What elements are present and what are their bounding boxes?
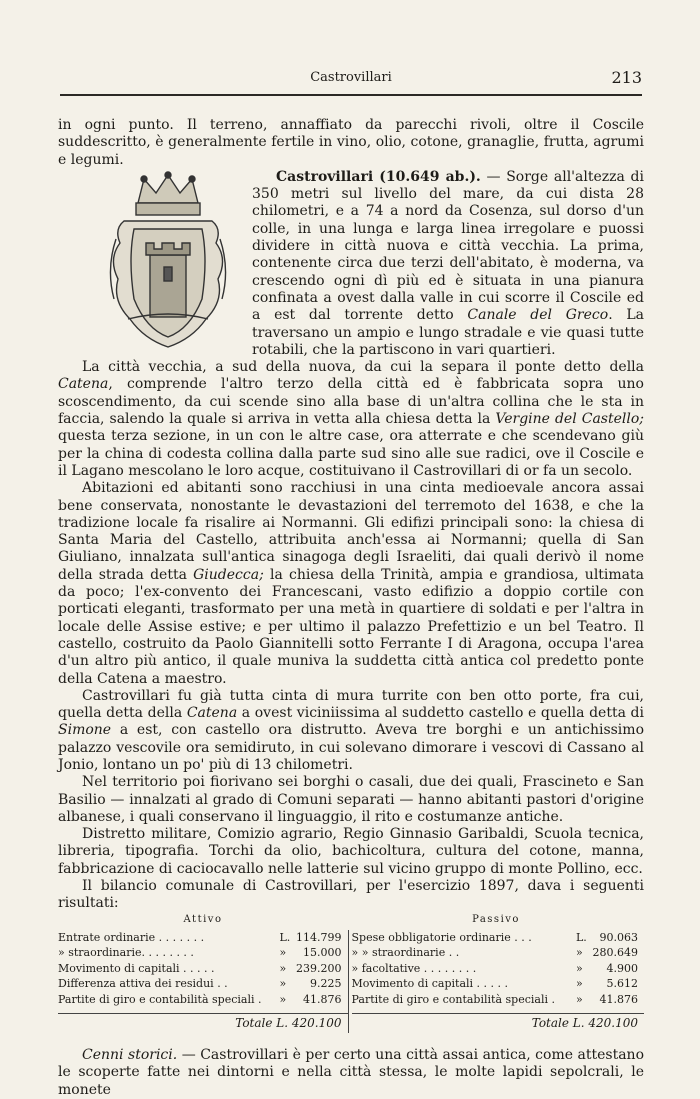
paragraph-cenni-storici: Cenni storici. — Castrovillari è per certo una città assai antica, come attestano le scoperte fatte nei dintorni e nella città stessa, le molte lapidi sepolcrali, le monete (58, 1047, 645, 1098)
running-header (60, 68, 642, 90)
table-row: Partite di giro e contabilità speciali . » 41.876 (351, 992, 638, 1006)
page-number: 213 (611, 68, 642, 87)
body-text (58, 117, 644, 1099)
totale-attivo: Totale L. 420.100 (58, 1013, 348, 1033)
coat-of-arms-icon (94, 169, 242, 353)
header-title: Castrovillari (310, 70, 392, 85)
totale-passivo: Totale L. 420.100 (352, 1013, 645, 1033)
paragraph-castrovillari: Castrovillari (10.649 ab.). — Sorge all'altezza di 350 metri sul livello del mare, da cui dista 28 chilometri, e a 74 a nord da Cosenza, sul dorso d'un colle, in una lunga e larga linea irregolare e puossi dividere in città nuova e città vecchia. La prima, contenente circa due terzi dell'abitato, è moderna, va crescendo ogni dì più ed è situata in una pianura confinata a ovest dalla valle in cui scorre il Coscile ed a est dal torrente detto Canale del Greco. La traversano un ampio e lungo stradale e vie quasi tutte rotabili, che la partiscono in vari quartieri. (252, 168, 644, 358)
paragraph-mura: Castrovillari fu già tutta cinta di mura turrite con ben otto porte, fra cui, quella detta della Catena a ovest viciniissima al suddetto castello e quella detta di Simone a est, con castello ora distrutto. Aveva tre borghi e un antichissimo palazzo vescovile ora semidiruto, in cui solevano dimorare i vescovi di Cassano al Jonio, lontano un po' più di 13 chilometri. (58, 687, 645, 773)
table-row: » straordinarie. . . . . . . . » 15.000 (58, 946, 342, 960)
header-rule (60, 94, 642, 96)
table-row: Partite di giro e contabilità speciali . » 41.876 (58, 992, 342, 1006)
attivo-heading: Attivo (183, 913, 223, 925)
balance-table (58, 913, 644, 1034)
table-row: Spese obbligatorie ordinarie . . . L. 90.063 (351, 930, 638, 944)
entry-heading: Castrovillari (10.649 ab.). (276, 168, 481, 185)
passivo-heading: Passivo (472, 913, 520, 925)
paragraph-citta-vecchia: La città vecchia, a sud della nuova, da cui la separa il ponte detto della Catena, comprende l'altro terzo della città ed è fabbricata sopra uno scoscendimento, da cui scende sino alla base di un'altra collina che le sta in faccia, salendo la quale si arriva in vetta alla chiesa detta la Vergine del Castello; questa terza sezione, in un con le altre case, ora atterrate e che scendevano giù per la china di codesta collina dalla parte sud sino alle sue radici, ove il Coscile e il Lagano mescolano le loro acque, costituivano il Castrovillari di or fa un secolo. (58, 359, 644, 479)
table-row: Movimento di capitali . . . . . » 5.612 (351, 977, 638, 991)
table-row: Entrate ordinarie . . . . . . . L. 114.799 (58, 930, 342, 944)
table-row: Movimento di capitali . . . . . » 239.200 (58, 961, 342, 975)
table-row: » facoltative . . . . . . . . » 4.900 (351, 961, 638, 975)
attivo-column (58, 930, 348, 1034)
paragraph-abitazioni: Abitazioni ed abitanti sono racchiusi in una cinta medioevale ancora assai bene conservata, nonostante le devastazioni del terremoto del 1638, e che la tradizione locale fa risalire ai Normanni. Gli edifizi principali sono: la chiesa di Santa Maria del Castello, attribuita anch'essa ai Normanni; quella di San Giuliano, innalzata sull'antica sinagoga degli Israeliti, dai quali derivò il nome della strada detta Giudecca; la chiesa della Trinità, ampia e grandiosa, ultimata da poco; l'ex-convento dei Francescani, vasto edifizio a doppio cortile con porticati eleganti, trasformato per una metà in quartiere di soldati e per l'altra in locale delle Assise estive; e per ultimo il palazzo Prefettizio e un bel Teatro. Il castello, costruito da Paolo Giannitelli sotto Ferrante I di Aragona, occupa l'area d'un altro più antico, il quale muniva la suddetta città antica col predetto ponte della Catena a maestro. (58, 480, 644, 687)
paragraph-distretto: Distretto militare, Comizio agrario, Regio Ginnasio Garibaldi, Scuola tecnica, libreria, tipografia. Torchi da olio, bachicoltura, cultura del cotone, manna, fabbricazione di caciocavallo nelle latterie sul vicino gruppo di monte Pollino, ecc. (58, 826, 644, 877)
passivo-column (348, 930, 645, 1034)
table-row: » » straordinarie . . » 280.649 (351, 946, 638, 960)
table-row: Differenza attiva dei residui . . » 9.225 (58, 977, 342, 991)
paragraph-borghi: Nel territorio poi fiorivano sei borghi o casali, due dei quali, Frascineto e San Basilio — innalzati al grado di Comuni separati — hanno abitanti pastori d'origine albanese, i quali conservano il linguaggio, il rito e costumanze antiche. (58, 774, 644, 825)
paragraph-intro: in ogni punto. Il terreno, annaffiato da parecchi rivoli, oltre il Coscile suddescritto, è generalmente fertile in vino, olio, cotone, granaglie, frutta, agrumi e legumi. (58, 117, 644, 168)
paragraph-bilancio: Il bilancio comunale di Castrovillari, per l'esercizio 1897, dava i seguenti risultati: (58, 878, 644, 912)
